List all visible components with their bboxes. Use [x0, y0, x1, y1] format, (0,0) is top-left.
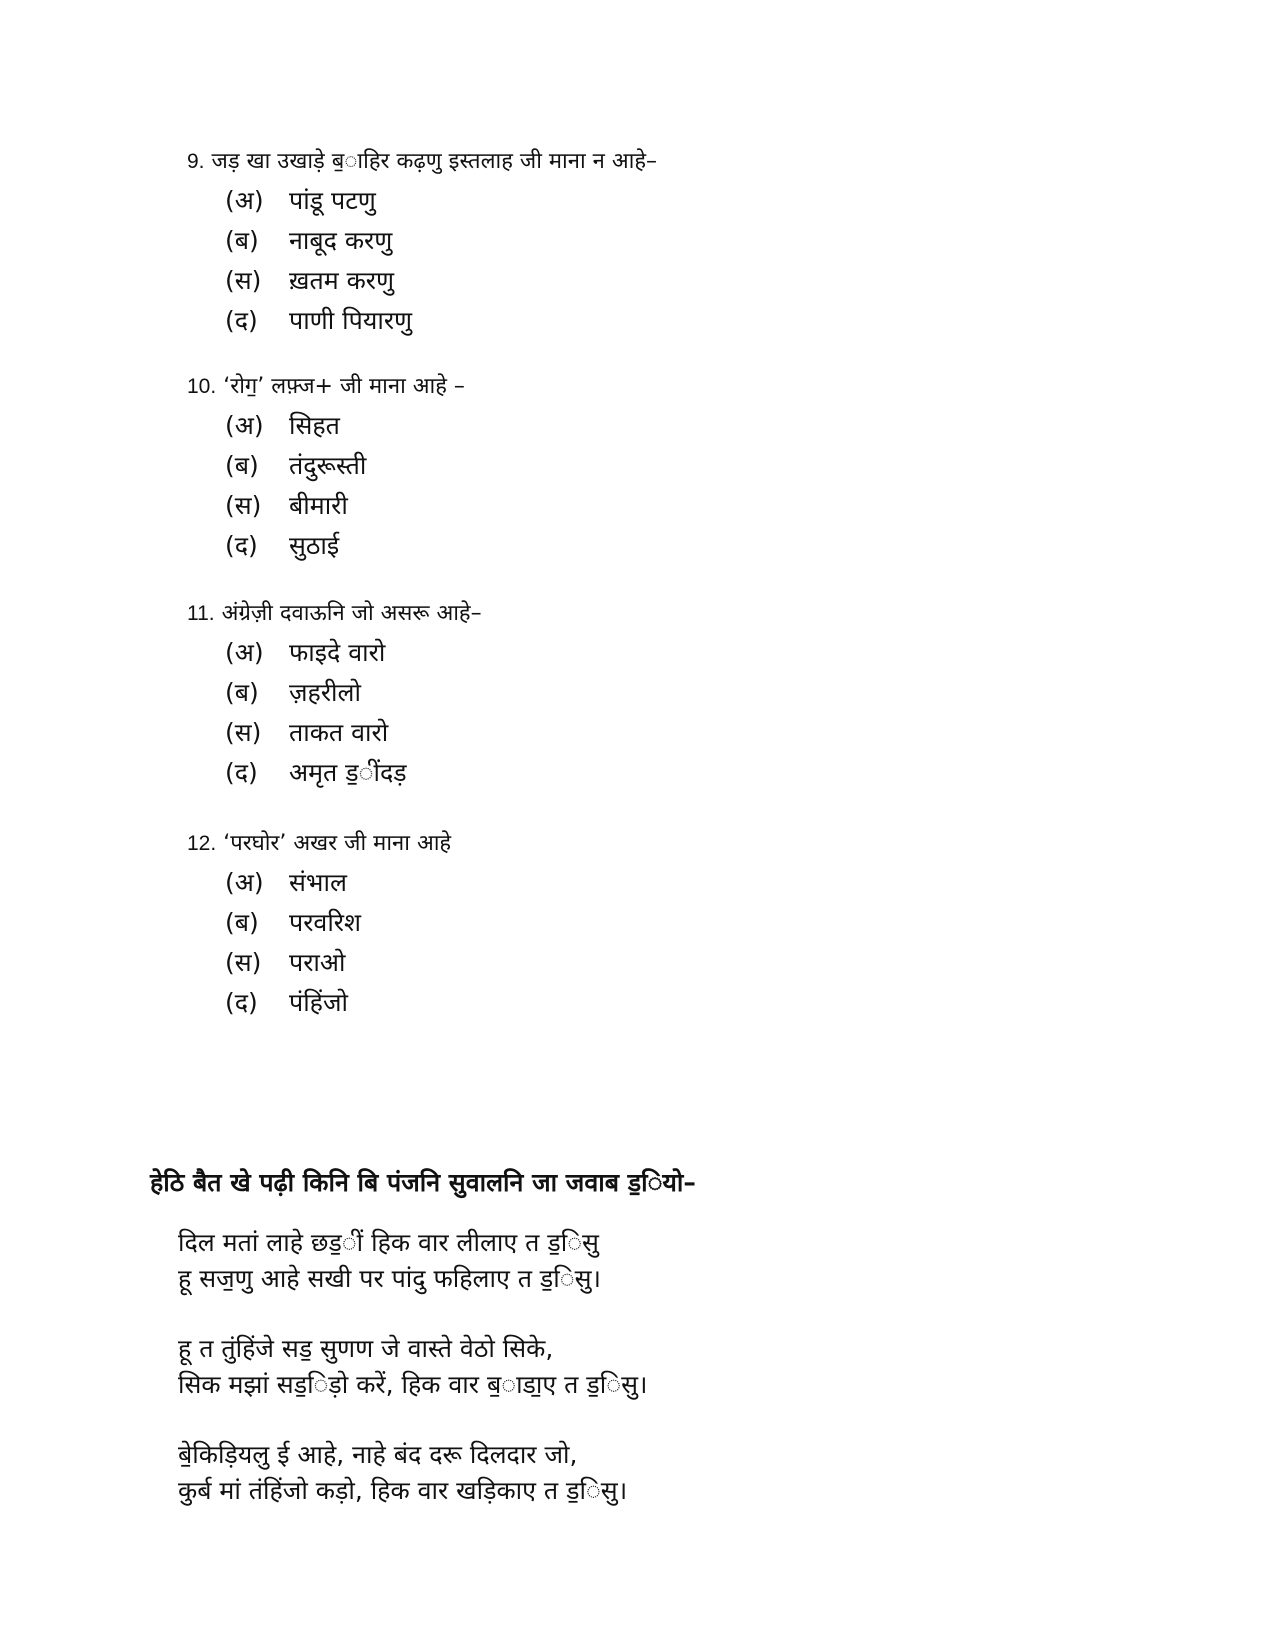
option-label: (स)	[225, 948, 262, 977]
option-b	[225, 221, 1087, 261]
question-12	[187, 829, 1087, 1023]
poem	[178, 1225, 1078, 1543]
option-text: ताकत वारो	[289, 718, 389, 747]
poem-line: दिल मतां लाहे छड॒ीं हिक वार लीलाए त ड॒िसु	[178, 1228, 599, 1257]
option-text: पांडू पटणु	[289, 186, 376, 215]
poem-stanza	[178, 1225, 1078, 1297]
option-c	[225, 486, 1087, 526]
section-heading: हेठि बैत खे पढ़ी किनि बि पंजनि सुवालनि जा जवाब ड॒ियो–	[150, 1168, 696, 1197]
question-number: 10.	[187, 375, 217, 398]
option-list	[225, 406, 1087, 566]
option-text: सिहत	[289, 411, 340, 440]
option-label: (स)	[225, 491, 262, 520]
option-a	[225, 406, 1087, 446]
option-label: (ब)	[225, 451, 259, 480]
question-text: अंग्रेज़ी दवाऊनि जो असरू आहे–	[221, 601, 482, 626]
option-text: ज़हरीलो	[289, 678, 361, 707]
question-11	[187, 599, 1087, 793]
question-title	[187, 829, 1087, 859]
option-d	[225, 526, 1087, 566]
option-label: (ब)	[225, 226, 259, 255]
option-b	[225, 903, 1087, 943]
option-d	[225, 753, 1087, 793]
option-text: परवरिश	[289, 908, 362, 937]
question-title	[187, 599, 1087, 629]
question-10	[187, 372, 1087, 566]
option-text: तंदुरूस्ती	[289, 451, 367, 480]
option-text: पंहिंजो	[289, 988, 348, 1017]
question-title	[187, 147, 1087, 177]
option-text: पराओ	[289, 948, 346, 977]
option-list	[225, 181, 1087, 341]
option-text: पाणी पियारणु	[289, 306, 413, 335]
option-d	[225, 983, 1087, 1023]
option-c	[225, 713, 1087, 753]
option-label: (अ)	[225, 186, 264, 215]
option-d	[225, 301, 1087, 341]
question-number: 11.	[187, 602, 215, 625]
poem-stanza	[178, 1437, 1078, 1509]
poem-line: कुर्ब मां तंहिंजो कड़ो, हिक वार खड़िकाए त ड॒िसु।	[178, 1476, 628, 1505]
option-label: (ब)	[225, 678, 259, 707]
option-text: ख़तम करणु	[289, 266, 395, 295]
option-label: (अ)	[225, 638, 264, 667]
option-c	[225, 261, 1087, 301]
option-label: (स)	[225, 266, 262, 295]
option-text: बीमारी	[289, 491, 348, 520]
option-b	[225, 446, 1087, 486]
option-label: (द)	[225, 988, 258, 1017]
option-label: (ब)	[225, 908, 259, 937]
option-c	[225, 943, 1087, 983]
option-text: फाइदे वारो	[289, 638, 386, 667]
option-b	[225, 673, 1087, 713]
poem-line: हू सज॒णु आहे सखी पर पांदु फहिलाए त ड॒िसु।	[178, 1264, 602, 1293]
poem-stanza	[178, 1331, 1078, 1403]
option-text: अमृत ड॒ींदड़	[289, 758, 407, 787]
option-label: (अ)	[225, 868, 264, 897]
poem-line: हू त तुंहिंजे सड॒ सुणण जे वास्ते वेठो सिके,	[178, 1334, 554, 1363]
question-text: जड़ खा उखाड़े ब॒ाहिर कढ़णु इस्तलाह जी माना न आहे–	[211, 149, 658, 174]
option-text: संभाल	[289, 868, 347, 897]
option-a	[225, 863, 1087, 903]
option-label: (द)	[225, 758, 258, 787]
option-label: (द)	[225, 531, 258, 560]
poem-line: बे॒किड़ियलु ई आहे, नाहे बंद दरू दिलदार जो,	[178, 1440, 578, 1469]
question-title	[187, 372, 1087, 402]
option-label: (अ)	[225, 411, 264, 440]
option-text: नाबूद करणु	[289, 226, 393, 255]
option-text: सुठाई	[289, 531, 340, 560]
question-number: 9.	[187, 150, 205, 173]
option-list	[225, 863, 1087, 1023]
option-list	[225, 633, 1087, 793]
poem-line: सिक मझां सड॒िड़ो करें, हिक वार ब॒ाडा॒ए त ड॒िसु।	[178, 1370, 648, 1399]
option-label: (स)	[225, 718, 262, 747]
option-a	[225, 181, 1087, 221]
option-label: (द)	[225, 306, 258, 335]
option-a	[225, 633, 1087, 673]
question-text: ‘परघोर’ अखर जी माना आहे	[223, 831, 452, 856]
question-number: 12.	[187, 832, 217, 855]
question-text: ‘रोग॒’ लफ़्ज+ जी माना आहे –	[223, 374, 465, 399]
question-9	[187, 147, 1087, 341]
